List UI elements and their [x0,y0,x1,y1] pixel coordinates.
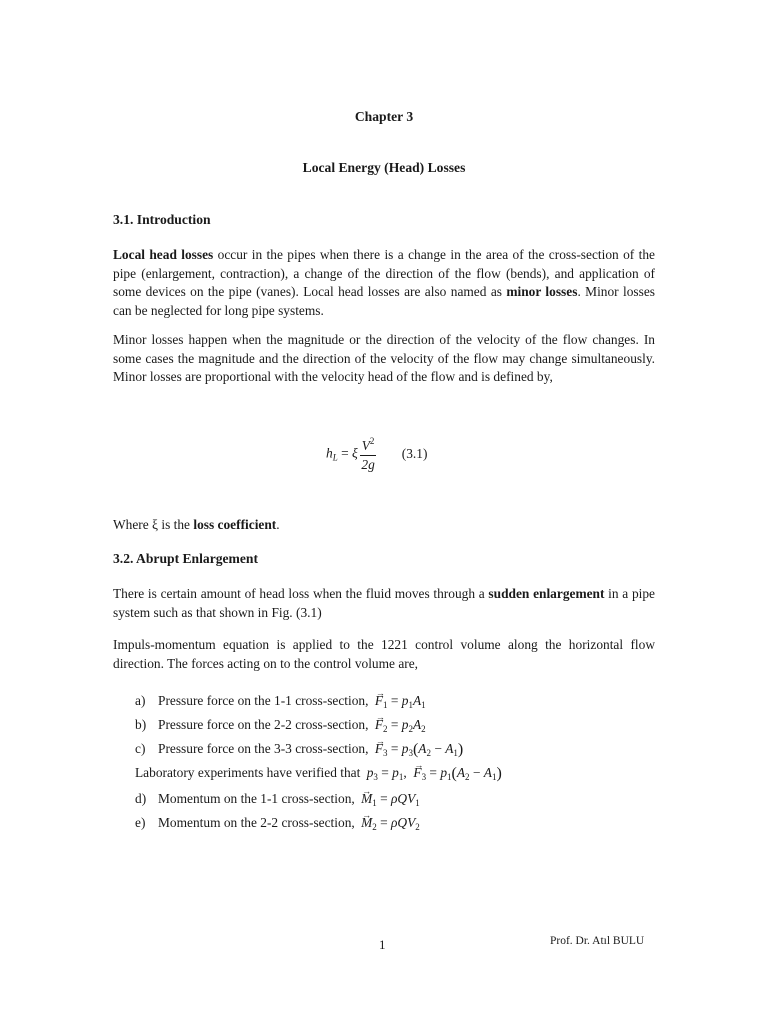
term-minor-losses: minor losses [506,284,578,300]
list-text: Momentum on the 1-1 cross-section, [158,791,355,806]
list-marker: e) [135,815,146,830]
enlargement-paragraph-2: Impuls-momentum equation is applied to the 1221 control volume along the horizontal flow direction. The forces acting on to the control volume are, [113,637,655,671]
intro-paragraph-2: Minor losses happen when the magnitude or the direction of the velocity of the flow changes. In some cases the magnitude and the direction of the velocity of the flow may change simultaneously. Minor losses are proportional with the velocity head of the flow and is defined by, [113,332,655,385]
footer-author: Prof. Dr. Atıl BULU [550,935,645,947]
loss-coefficient-paragraph [113,516,655,535]
list-item-e [135,814,675,836]
p3-text-a: Where ξ is the [113,517,194,532]
section-heading-introduction: 3.1. Introduction [113,212,211,227]
page-number: 1 [379,937,386,952]
enl-p1-text-a: There is certain amount of head loss when the fluid moves through a [113,586,489,601]
list-text: Pressure force on the 2-2 cross-section, [158,717,369,732]
intro-p1-text-a: occur in the pipes when there is a change in the area of the cross-section of the pipe (enlargement, contraction), a change of the direction of the flow (bends), and application of some devices on the pipe (vanes). Local head losses are also named as [113,247,655,300]
term-sudden-enlargement: sudden enlargement [488,586,605,601]
eq-numerator [360,436,377,456]
equation-3-1 [326,436,427,473]
laboratory-note [135,764,675,786]
section-heading-abrupt-enlargement: 3.2. Abrupt Enlargement [113,551,259,566]
list-text: Pressure force on the 1-1 cross-section, [158,693,369,708]
eq-fraction [360,436,377,473]
list-marker: a) [135,693,146,708]
list-marker: c) [135,741,146,756]
formula-m2: → $M_2 = \rho QV_2$ [361,815,420,830]
intro-p1-text-b: . Minor losses can be neglected for long pipe systems. [113,284,656,319]
p3-text-b: . [276,517,280,532]
eq-numerator-sup: 2 [369,436,375,446]
enl-p1-text-b: in a pipe system such as that shown in Fig. (3.1) [113,586,656,620]
list-item-b [135,716,675,738]
enlargement-paragraph-1 [113,585,655,622]
list-text: Pressure force on the 3-3 cross-section, [158,741,369,756]
chapter-label: Chapter 3 [354,109,414,124]
list-text: Laboratory experiments have verified that [135,765,361,780]
formula-f2: → $F_2 = p_2A_2$ [375,717,426,732]
formula-f3: → $F_3 = p_3(A_2 - A_1)$ [375,741,463,756]
eq-coefficient: ξ [352,445,358,461]
list-item-d [135,790,675,812]
formula-f1: → $F_1 = p_1A_1$ [375,693,426,708]
eq-numerator-v: V [361,438,370,453]
formula-m1: → $M_1 = \rho QV_1$ [361,791,420,806]
eq-denominator: 2g [361,457,375,472]
term-loss-coefficient: loss coefficient [193,517,277,532]
list-marker: d) [135,791,147,806]
eq-lhs: h [326,445,333,461]
intro-paragraph-1 [113,246,655,321]
list-item-c [135,740,675,762]
chapter-title: Local Energy (Head) Losses [302,160,466,175]
list-marker: b) [135,717,147,732]
formula-p3-equals-p1: $p_3 = p_1$, → $F_3 = p_1(A_2 - A_1)$ [367,765,502,780]
eq-number: (3.1) [401,445,428,461]
list-item-a [135,692,675,714]
list-text: Momentum on the 2-2 cross-section, [158,815,355,830]
term-local-head-losses: Local head losses [113,247,214,262]
eq-lhs-sub: L [332,452,338,463]
eq-equals: = [341,445,349,461]
